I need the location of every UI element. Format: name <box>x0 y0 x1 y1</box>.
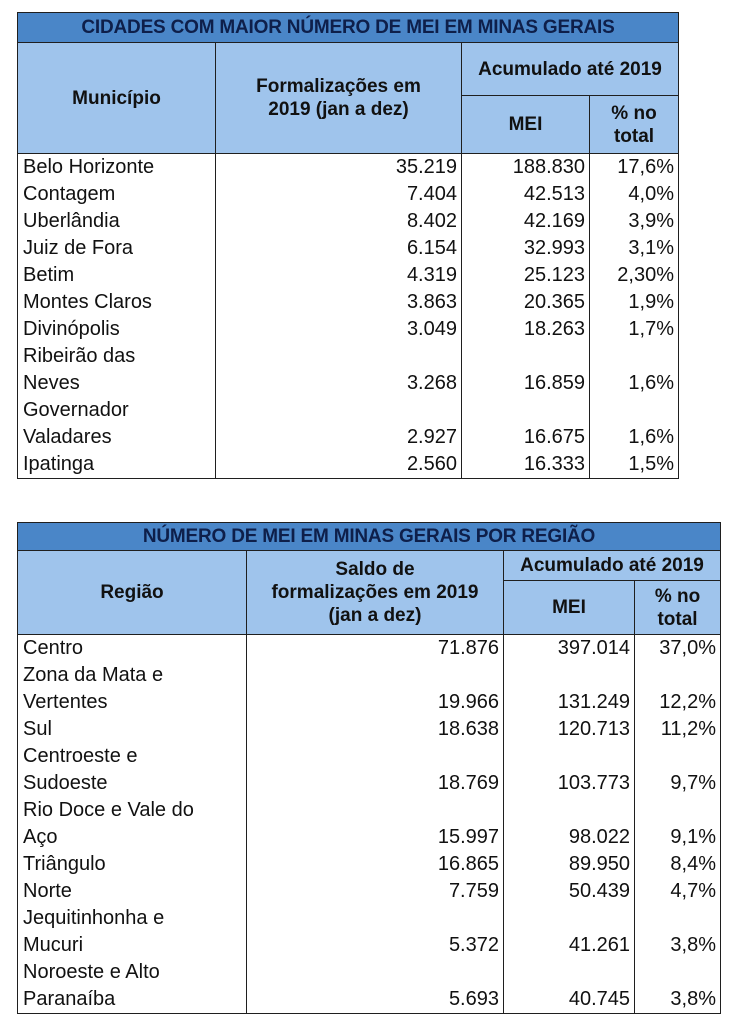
row-name-line: Vertentes <box>23 691 108 713</box>
row-name-line: Paranaíba <box>23 988 116 1010</box>
row-mei: 131.249 <box>504 662 635 716</box>
header-acumulado-2: Acumulado até 2019 <box>504 551 721 581</box>
row-mei: 16.675 <box>462 397 590 451</box>
row-mei: 397.014 <box>504 635 635 663</box>
row-formalizacoes: 2.927 <box>216 397 462 451</box>
row-name-line: Ribeirão das <box>23 345 136 367</box>
table-row <box>18 797 721 851</box>
row-name-line: Triângulo <box>23 853 106 875</box>
table-row <box>18 635 721 663</box>
row-name-line: Ipatinga <box>23 453 95 475</box>
row-mei: 32.993 <box>462 235 590 262</box>
row-pct: 11,2% <box>635 716 721 743</box>
row-name-line: Montes Claros <box>23 291 152 313</box>
row-name-line: Divinópolis <box>23 318 120 340</box>
row-pct: 3,8% <box>635 959 721 1014</box>
row-mei: 20.365 <box>462 289 590 316</box>
table-row <box>18 262 679 289</box>
row-pct: 4,0% <box>590 181 679 208</box>
row-name <box>18 208 216 235</box>
row-name <box>18 154 216 182</box>
row-mei: 40.745 <box>504 959 635 1014</box>
header-pct: % no total <box>590 96 679 154</box>
row-mei: 42.513 <box>462 181 590 208</box>
row-pct: 1,6% <box>590 397 679 451</box>
row-pct: 4,7% <box>635 878 721 905</box>
row-name <box>18 743 247 797</box>
row-mei: 16.333 <box>462 451 590 479</box>
row-pct: 2,30% <box>590 262 679 289</box>
row-name <box>18 635 247 663</box>
row-formalizacoes: 8.402 <box>216 208 462 235</box>
row-formalizacoes: 18.769 <box>247 743 504 797</box>
row-formalizacoes: 3.268 <box>216 343 462 397</box>
table-row <box>18 181 679 208</box>
regions-table-title: NÚMERO DE MEI EM MINAS GERAIS POR REGIÃO <box>18 523 721 551</box>
row-name-line: Sul <box>23 718 52 740</box>
row-name-line: Governador <box>23 399 129 421</box>
row-formalizacoes: 3.049 <box>216 316 462 343</box>
table-row <box>18 343 679 397</box>
row-pct: 1,5% <box>590 451 679 479</box>
row-mei: 98.022 <box>504 797 635 851</box>
row-name-line: Norte <box>23 880 72 902</box>
row-mei: 188.830 <box>462 154 590 182</box>
table-row <box>18 959 721 1014</box>
row-formalizacoes: 7.404 <box>216 181 462 208</box>
row-formalizacoes: 3.863 <box>216 289 462 316</box>
row-mei: 120.713 <box>504 716 635 743</box>
row-name-line: Aço <box>23 826 58 848</box>
row-pct: 3,9% <box>590 208 679 235</box>
row-mei: 25.123 <box>462 262 590 289</box>
table-row <box>18 662 721 716</box>
row-name <box>18 262 216 289</box>
row-name <box>18 235 216 262</box>
table-row <box>18 316 679 343</box>
row-name <box>18 662 247 716</box>
row-formalizacoes: 5.693 <box>247 959 504 1014</box>
row-pct: 1,9% <box>590 289 679 316</box>
row-name-line: Centroeste e <box>23 745 138 767</box>
header-pct-2: % no total <box>635 581 721 635</box>
row-pct: 9,1% <box>635 797 721 851</box>
row-name-line: Juiz de Fora <box>23 237 134 259</box>
row-mei: 18.263 <box>462 316 590 343</box>
table-row <box>18 851 721 878</box>
row-formalizacoes: 2.560 <box>216 451 462 479</box>
header-acumulado: Acumulado até 2019 <box>462 43 679 96</box>
row-name <box>18 397 216 451</box>
header-mei: MEI <box>462 96 590 154</box>
row-formalizacoes: 19.966 <box>247 662 504 716</box>
cities-table <box>17 12 679 479</box>
row-name <box>18 343 216 397</box>
row-mei: 41.261 <box>504 905 635 959</box>
row-mei: 42.169 <box>462 208 590 235</box>
row-pct: 3,8% <box>635 905 721 959</box>
regions-table <box>17 522 721 1014</box>
row-name-line: Centro <box>23 637 84 659</box>
table-row <box>18 451 679 479</box>
row-formalizacoes: 18.638 <box>247 716 504 743</box>
row-name <box>18 316 216 343</box>
row-name-line: Rio Doce e Vale do <box>23 799 194 821</box>
table-row <box>18 905 721 959</box>
row-name-line: Sudoeste <box>23 772 108 794</box>
table-row <box>18 235 679 262</box>
row-mei: 16.859 <box>462 343 590 397</box>
row-formalizacoes: 16.865 <box>247 851 504 878</box>
row-name <box>18 959 247 1014</box>
regions-table-body <box>18 635 721 1014</box>
row-pct: 3,1% <box>590 235 679 262</box>
row-name <box>18 905 247 959</box>
header-formalizacoes: Formalizações em 2019 (jan a dez) <box>216 43 462 154</box>
row-name <box>18 289 216 316</box>
row-name-line: Valadares <box>23 426 112 448</box>
row-name <box>18 181 216 208</box>
row-mei: 89.950 <box>504 851 635 878</box>
row-formalizacoes: 71.876 <box>247 635 504 663</box>
row-formalizacoes: 6.154 <box>216 235 462 262</box>
table-row <box>18 397 679 451</box>
row-name <box>18 851 247 878</box>
row-name-line: Neves <box>23 372 80 394</box>
header-municipio: Município <box>18 43 216 154</box>
header-mei-2: MEI <box>504 581 635 635</box>
cities-table-title: CIDADES COM MAIOR NÚMERO DE MEI EM MINAS GERAIS <box>18 13 679 43</box>
row-name-line: Uberlândia <box>23 210 120 232</box>
row-formalizacoes: 7.759 <box>247 878 504 905</box>
row-pct: 17,6% <box>590 154 679 182</box>
row-name-line: Jequitinhonha e <box>23 907 165 929</box>
row-pct: 37,0% <box>635 635 721 663</box>
header-saldo: Saldo de formalizações em 2019 (jan a dez) <box>247 551 504 635</box>
row-name-line: Zona da Mata e <box>23 664 164 686</box>
row-pct: 9,7% <box>635 743 721 797</box>
row-name <box>18 797 247 851</box>
row-mei: 103.773 <box>504 743 635 797</box>
table-row <box>18 743 721 797</box>
table-row <box>18 208 679 235</box>
table-row <box>18 289 679 316</box>
row-pct: 1,7% <box>590 316 679 343</box>
row-pct: 1,6% <box>590 343 679 397</box>
row-name-line: Mucuri <box>23 934 84 956</box>
row-pct: 12,2% <box>635 662 721 716</box>
row-pct: 8,4% <box>635 851 721 878</box>
table-row <box>18 878 721 905</box>
row-formalizacoes: 4.319 <box>216 262 462 289</box>
row-formalizacoes: 35.219 <box>216 154 462 182</box>
cities-table-body <box>18 154 679 479</box>
row-name-line: Noroeste e Alto <box>23 961 160 983</box>
table-row <box>18 716 721 743</box>
row-mei: 50.439 <box>504 878 635 905</box>
row-formalizacoes: 5.372 <box>247 905 504 959</box>
row-name-line: Contagem <box>23 183 116 205</box>
row-name-line: Betim <box>23 264 75 286</box>
table-row <box>18 154 679 182</box>
row-name <box>18 716 247 743</box>
header-regiao: Região <box>18 551 247 635</box>
row-formalizacoes: 15.997 <box>247 797 504 851</box>
row-name-line: Belo Horizonte <box>23 156 155 178</box>
row-name <box>18 451 216 479</box>
row-name <box>18 878 247 905</box>
